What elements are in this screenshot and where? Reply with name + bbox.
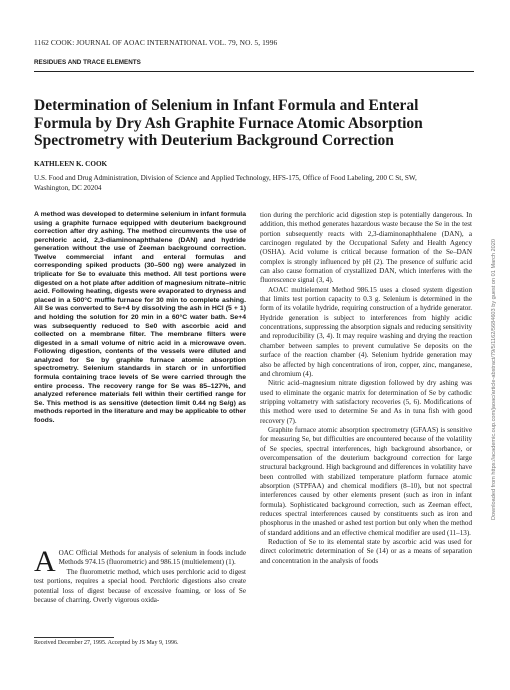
- body-paragraph: Graphite furnace atomic absorption spectrometry (GFAAS) is sensitive for measuring Se, but difficulties are encountered because of the volatility of Se species, spectral interferences, high background absorbance, or overcompensation of the deuterium background correction for large structural background. High background and differences in volatility have been controlled with stabilized temperature platform furnace atomic absorption (STPFAA) and chemical modifiers (8–10), but not spectral interferences caused by other elements present (such as iron in infant formula). Sophisticated background correction, such as Zeeman effect, reduces spectral interferences caused by constituents such as iron and phosphorus in the unashed or ashed test portion but only when the method of standard additions and an effective chemical modifier are used (11–13).: [260, 425, 472, 537]
- abstract: A method was developed to determine selenium in infant formula using a graphite furnace equipped with deuterium background correction after dry ashing. The method circumvents the use of perchloric acid, 2,3-diaminonaphthalene (DAN) and hydride generation without the use of Zeeman background correction. Twelve commercial infant and enteral formulas and corresponding spiked products (30–500 ng) were analyzed in triplicate for Se to evaluate this method. All test portions were digested on a hot plate after addition of magnesium nitrate–nitric acid. Following heating, digests were evaporated to dryness and placed in a 500°C muffle furnace for 30 min to complete ashing. All Se was converted to Se+4 by dissolving the ash in HCl (5 + 1) and holding the solution for 20 min in a 60°C water bath. Se+4 was subsequently reduced to Se0 with ascorbic acid and collected on a membrane filter. The membrane filters were digested in a small volume of nitric acid in a microwave oven. Following digestion, contents of the vessels were diluted and analyzed for Se by graphite furnace atomic absorption spectrometry. Selenium standards in starch or in unfortified formula containing trace levels of Se were carried through the entire process. The recovery range for Se was 85–127%, and analyzed reference materials fell within their certified range for Se. This method is as sensitive (detection limit 0.44 ng Se/g) as methods reported in the literature and may be applicable to other foods.: [34, 211, 246, 424]
- body-paragraph: Nitric acid–magnesium nitrate digestion followed by dry ashing was used to eliminate the organic matrix for determination of Se by cathodic stripping voltametry with satisfactory recoveries (5, 6). Modifications of this method were used to determine Se and As in tuna fish with good recovery (7).: [260, 379, 472, 425]
- download-watermark: [491, 160, 499, 520]
- watermark-text: Downloaded from https://academic.oup.com/jaoac/article-abstract/79/5/1162/5684603 by guest on 01 March 2020: [491, 239, 497, 520]
- running-head: 1162 COOK: JOURNAL OF AOAC INTERNATIONAL VOL. 79, NO. 5, 1996: [34, 38, 278, 47]
- author-name: KATHLEEN K. COOK: [34, 160, 108, 168]
- intro-paragraph-1: OAC Official Methods for analysis of selenium in foods include Methods 974.15 (fluorometric) and 986.15 (multielement) (1).: [58, 549, 246, 567]
- received-footnote: Received December 27, 1995. Accepted by JS May 9, 1996.: [34, 640, 179, 646]
- article-title: Determination of Selenium in Infant Formula and Enteral Formula by Dry Ash Graphite Furnace Atomic Absorption Spectrometry with Deuterium Background Correction: [34, 97, 423, 149]
- body-paragraph: tion during the perchloric acid digestion step is potentially dangerous. In addition, this method generates hazardous waste because the Se in the test portion subsequently reacts with 2,3-diaminonaphthalene (DAN), a carcinogen regulated by the Occupational Safety and Health Agency (OSHA). Acid volume is critical because formation of the Se–DAN complex is strongly influenced by pH (2). The presence of sulfuric acid can also cause formation of crystallized DAN, which interferes with the fluorescence signal (3, 4).: [260, 211, 472, 285]
- section-label: RESIDUES AND TRACE ELEMENTS: [34, 59, 141, 66]
- header-rule: [34, 71, 474, 72]
- right-column: [260, 211, 472, 566]
- drop-cap: A: [34, 545, 56, 578]
- footnote-rule: [34, 637, 114, 638]
- introduction: [34, 545, 246, 605]
- body-paragraph: AOAC multielement Method 986.15 uses a closed system digestion that limits test portion capacity to 0.3 g. Selenium is determined in the form of its volatile hydride, requiring construction of a hydride generator. Hydride generation is subject to interferences from highly acidic concentrations, suppressing the absorption signals and reducing sensitivity and reproducibility (3, 4). It may require washing and drying the reaction chamber between samples to prevent cumulative Se deposits on the surface of the reaction chamber (4). Selenium hydride generation may also be affected by high concentrations of iron, copper, zinc, manganese, and chromium (4).: [260, 285, 472, 378]
- author-affiliation: U.S. Food and Drug Administration, Division of Science and Applied Technology, HFS-175, Office of Food Labeling, 200 C St, SW, Washington, DC 20204: [34, 174, 417, 193]
- body-paragraph: Reduction of Se to its elemental state by ascorbic acid was used for direct colorimetric determination of Se (14) or as a means of separation and concentration in the analysis of foods: [260, 538, 472, 565]
- intro-paragraph-2: The fluorometric method, which uses perchloric acid to digest test portions, requires a special hood. Perchloric digestions also create potential loss of digest because of excessive foaming, or loss of Se because of charring. Overly vigorous oxida-: [34, 567, 246, 605]
